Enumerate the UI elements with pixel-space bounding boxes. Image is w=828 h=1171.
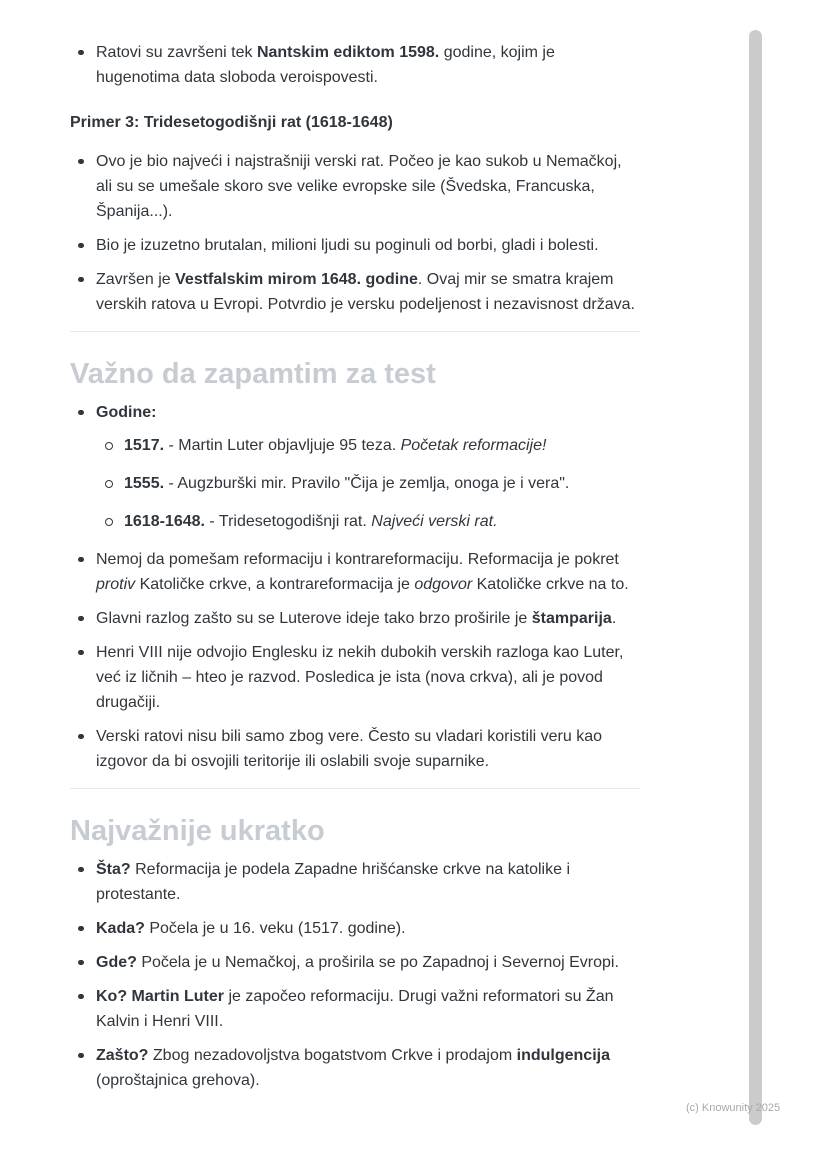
bold-text: Godine: xyxy=(96,404,157,421)
list-item xyxy=(70,233,640,258)
text-segment: Katoličke crkve na to. xyxy=(472,576,629,593)
bold-text: Gde? xyxy=(96,954,137,971)
bold-text: Vestfalskim mirom 1648. godine xyxy=(175,271,418,288)
list-item xyxy=(70,400,640,534)
bold-text: 1618-1648. xyxy=(124,513,205,530)
list-item xyxy=(70,724,640,774)
scrollbar-thumb[interactable] xyxy=(749,30,762,1125)
text-segment: Bio je izuzetno brutalan, milioni ljudi su poginuli od borbi, gladi i bolesti. xyxy=(96,237,599,254)
italic-text: protiv xyxy=(96,576,136,593)
bullet-list-top xyxy=(70,40,640,90)
section-heading-ukratko: Najvažnije ukratko xyxy=(70,815,325,847)
text-segment: Zbog nezadovoljstva bogatstvom Crkve i prodajom xyxy=(148,1047,517,1064)
list-item xyxy=(70,149,640,224)
section-divider xyxy=(70,788,640,789)
text-segment: Završen je xyxy=(96,271,176,288)
text-segment: . Ovaj mir se smatra krajem verskih ratova u Evropi. Potvrdio je versku podeljenost i nezavisnost država. xyxy=(96,271,635,313)
bold-text: Ko? Martin Luter xyxy=(96,988,224,1005)
text-segment: Nemoj da pomešam reformaciju i kontrareformaciju. Reformacija je pokret xyxy=(96,551,619,568)
text-segment: Počela je u 16. veku (1517. godine). xyxy=(144,920,406,937)
sub-bullet-list-godine xyxy=(96,433,640,534)
list-item xyxy=(70,640,640,715)
bold-text: Kada? xyxy=(96,920,145,937)
sub-list-item xyxy=(96,471,640,496)
text-segment: (oproštajnica grehova). xyxy=(96,1072,260,1089)
list-item xyxy=(70,267,640,317)
list-item xyxy=(70,606,640,631)
bold-text: 1517. xyxy=(124,437,165,454)
scrollbar-track[interactable] xyxy=(747,0,763,1171)
bullet-list-ukratko xyxy=(70,857,640,1093)
notes-document xyxy=(70,40,640,1102)
sub-list-item xyxy=(96,433,640,458)
list-item xyxy=(70,916,640,941)
bold-text: 1555. xyxy=(124,475,165,492)
text-segment: Ovo je bio najveći i najstrašniji verski rat. Počeo je kao sukob u Nemačkoj, ali su se umešale skoro sve velike evropske sile (Švedska, Francuska, Španija...). xyxy=(96,153,622,220)
sub-list-item xyxy=(96,509,640,534)
bullet-list-primer3 xyxy=(70,149,640,317)
text-segment: . xyxy=(611,610,617,627)
text-segment: Verski ratovi nisu bili samo zbog vere. Često su vladari koristili veru kao izgovor da bi osvojili teritorije ili oslabili svoje suparnike. xyxy=(96,728,602,770)
primer3-heading: Primer 3: Tridesetogodišnji rat (1618-1648) xyxy=(70,114,393,131)
text-segment: - Tridesetogodišnji rat. xyxy=(204,513,372,530)
text-segment: Glavni razlog zašto su se Luterove ideje tako brzo proširile je xyxy=(96,610,532,627)
bold-text: Zašto? xyxy=(96,1047,149,1064)
text-segment: je započeo reformaciju. Drugi važni reformatori su Žan Kalvin i Henri VIII. xyxy=(96,988,614,1030)
text-segment: Reformacija je podela Zapadne hrišćanske crkve na katolike i protestante. xyxy=(96,861,571,903)
text-segment: - Martin Luter objavljuje 95 teza. xyxy=(164,437,401,454)
list-item xyxy=(70,950,640,975)
text-segment: Ratovi su završeni tek xyxy=(96,44,257,61)
list-item xyxy=(70,857,640,907)
section-divider xyxy=(70,331,640,332)
list-item xyxy=(70,40,640,90)
bullet-list-vazno xyxy=(70,400,640,774)
italic-text: Najveći verski rat. xyxy=(371,513,498,530)
list-item xyxy=(70,1043,640,1093)
list-item xyxy=(70,984,640,1034)
text-segment: - Augzburški mir. Pravilo "Čija je zemlja, onoga je i vera". xyxy=(164,475,570,492)
text-segment: Henri VIII nije odvojio Englesku iz nekih dubokih verskih razloga kao Luter, već iz ličnih – hteo je razvod. Posledica je ista (nova crkva), ali je povod drugačiji. xyxy=(96,644,624,711)
text-segment: Katoličke crkve, a kontrareformacija je xyxy=(135,576,415,593)
bold-text: indulgencija xyxy=(516,1047,610,1064)
watermark: (c) Knowunity 2025 xyxy=(686,1102,781,1114)
bold-text: štamparija xyxy=(531,610,612,627)
section-heading-vazno: Važno da zapamtim za test xyxy=(70,358,436,390)
italic-text: odgovor xyxy=(414,576,473,593)
text-segment: godine, kojim je hugenotima data sloboda veroispovesti. xyxy=(96,44,555,86)
bold-text: Šta? xyxy=(96,861,131,878)
bold-text: Nantskim ediktom 1598. xyxy=(256,44,440,61)
text-segment: Počela je u Nemačkoj, a proširila se po Zapadnoj i Severnoj Evropi. xyxy=(136,954,619,971)
italic-text: Početak reformacije! xyxy=(400,437,547,454)
list-item xyxy=(70,547,640,597)
